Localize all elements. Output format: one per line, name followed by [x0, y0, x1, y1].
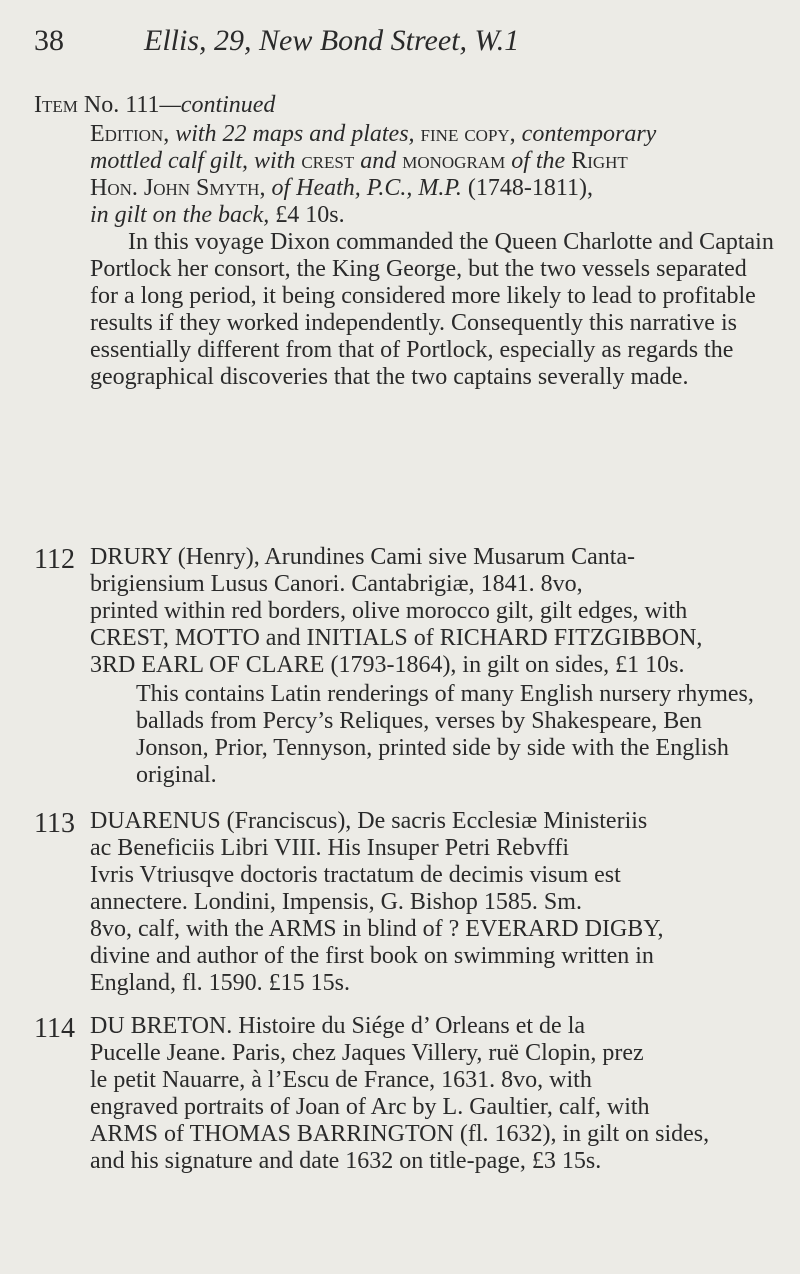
running-head: [0, 0, 800, 70]
continued-entry-text-run: of the: [511, 148, 572, 174]
continued-entry-text-run: (1748-1811),: [467, 175, 594, 201]
continued-entry-text-run: monogram: [402, 148, 512, 174]
item-continued-label: [34, 92, 275, 119]
entry-line: Ivris Vtriusqve doctoris tractatum de decimis visum est: [90, 862, 621, 888]
continued-entry-line: [90, 121, 780, 148]
entry-line: engraved portraits of Joan of Arc by L. Gaultier, calf, with: [90, 1094, 650, 1120]
continued-entry-text-run: of Heath, P.C., M.P.: [271, 175, 468, 201]
continued-entry-line: [90, 202, 780, 229]
entry-114-lines: [90, 1013, 780, 1175]
page-number: 38: [34, 24, 64, 57]
continued-entry-text-run: with 22 maps and plates,: [175, 121, 421, 147]
continued-entry-text-run: contemporary: [521, 121, 657, 147]
item-label-prefix: Item: [34, 92, 78, 118]
entry-line: ac Beneficiis Libri VIII. His Insuper Petri Rebvffi: [90, 835, 569, 861]
entry-113: [90, 808, 780, 997]
running-title: Ellis, 29, New Bond Street, W.1: [144, 24, 520, 57]
continued-entry-text-run: fine copy,: [420, 121, 522, 147]
entry-112: [90, 544, 780, 679]
continued-entry-text-run: Hon. John Smyth,: [90, 175, 272, 201]
entry-line: 8vo, calf, with the ARMS in blind of ? EVERARD DIGBY,: [90, 916, 664, 942]
entry-number-113: 113: [34, 808, 75, 839]
entry-line: brigiensium Lusus Canori. Cantabrigiæ, 1841. 8vo,: [90, 571, 583, 597]
entry-line: printed within red borders, olive morocco gilt, gilt edges, with: [90, 598, 688, 624]
entry-line: CREST, MOTTO and INITIALS of RICHARD FITZGIBBON,: [90, 625, 703, 651]
continued-entry-text-run: crest: [301, 148, 361, 174]
item-label-suffix: —continued: [159, 92, 276, 118]
continued-entry-text: [90, 121, 780, 391]
entry-line: and his signature and date 1632 on title-page, £3 15s.: [90, 1148, 602, 1174]
entry-line: le petit Nauarre, à l’Escu de France, 1631. 8vo, with: [90, 1067, 592, 1093]
continued-entry-text-run: mottled calf gilt, with: [90, 148, 302, 174]
entry-line: divine and author of the first book on swimming written in: [90, 943, 654, 969]
entry-line: annectere. Londini, Impensis, G. Bishop 1585. Sm.: [90, 889, 582, 915]
entry-line: 3RD EARL OF CLARE (1793-1864), in gilt on sides, £1 10s.: [90, 652, 685, 678]
continued-entry-text-run: Edition,: [90, 121, 176, 147]
entry-112-description: This contains Latin renderings of many English nursery rhymes, ballads from Percy’s Reliques, verses by Shakespeare, Ben Jonson, Prior, Tennyson, printed side by side with the English original.: [136, 681, 754, 788]
entry-114: [90, 1013, 780, 1175]
continued-entry-text-run: £4 10s.: [275, 202, 345, 228]
entry-line: DRURY (Henry), Arundines Cami sive Musarum Canta-: [90, 544, 636, 570]
continued-entry-line: [90, 175, 780, 202]
continued-entry-description: In this voyage Dixon commanded the Queen Charlotte and Captain Portlock her consort, the King George, but the two vessels separated for a long period, it being considered more likely to lead to profitable results if they worked independently. Consequently this narrative is essentially different from that of Portlock, especially as regards the geographical discoveries that the two captains severally made.: [90, 229, 774, 390]
entry-line: ARMS of THOMAS BARRINGTON (fl. 1632), in gilt on sides,: [90, 1121, 710, 1147]
entry-number-112: 112: [34, 544, 75, 575]
continued-entry-lines: [90, 121, 780, 229]
entry-line: England, fl. 1590. £15 15s.: [90, 970, 350, 996]
entry-line: DU BRETON. Histoire du Siége d’ Orleans et de la: [90, 1013, 586, 1039]
continued-entry-line: [90, 148, 780, 175]
continued-entry-text-run: and: [360, 148, 403, 174]
entry-line: DUARENUS (Franciscus), De sacris Ecclesiæ Ministeriis: [90, 808, 648, 834]
entry-line: Pucelle Jeane. Paris, chez Jaques Villery, ruë Clopin, prez: [90, 1040, 644, 1066]
item-label-number: No. 111: [83, 92, 160, 118]
entry-number-114: 114: [34, 1013, 75, 1044]
continued-entry-text-run: Right: [571, 148, 628, 174]
continued-entry-text-run: in gilt on the back,: [90, 202, 276, 228]
entry-113-lines: [90, 808, 780, 997]
entry-112-lines: [90, 544, 780, 679]
